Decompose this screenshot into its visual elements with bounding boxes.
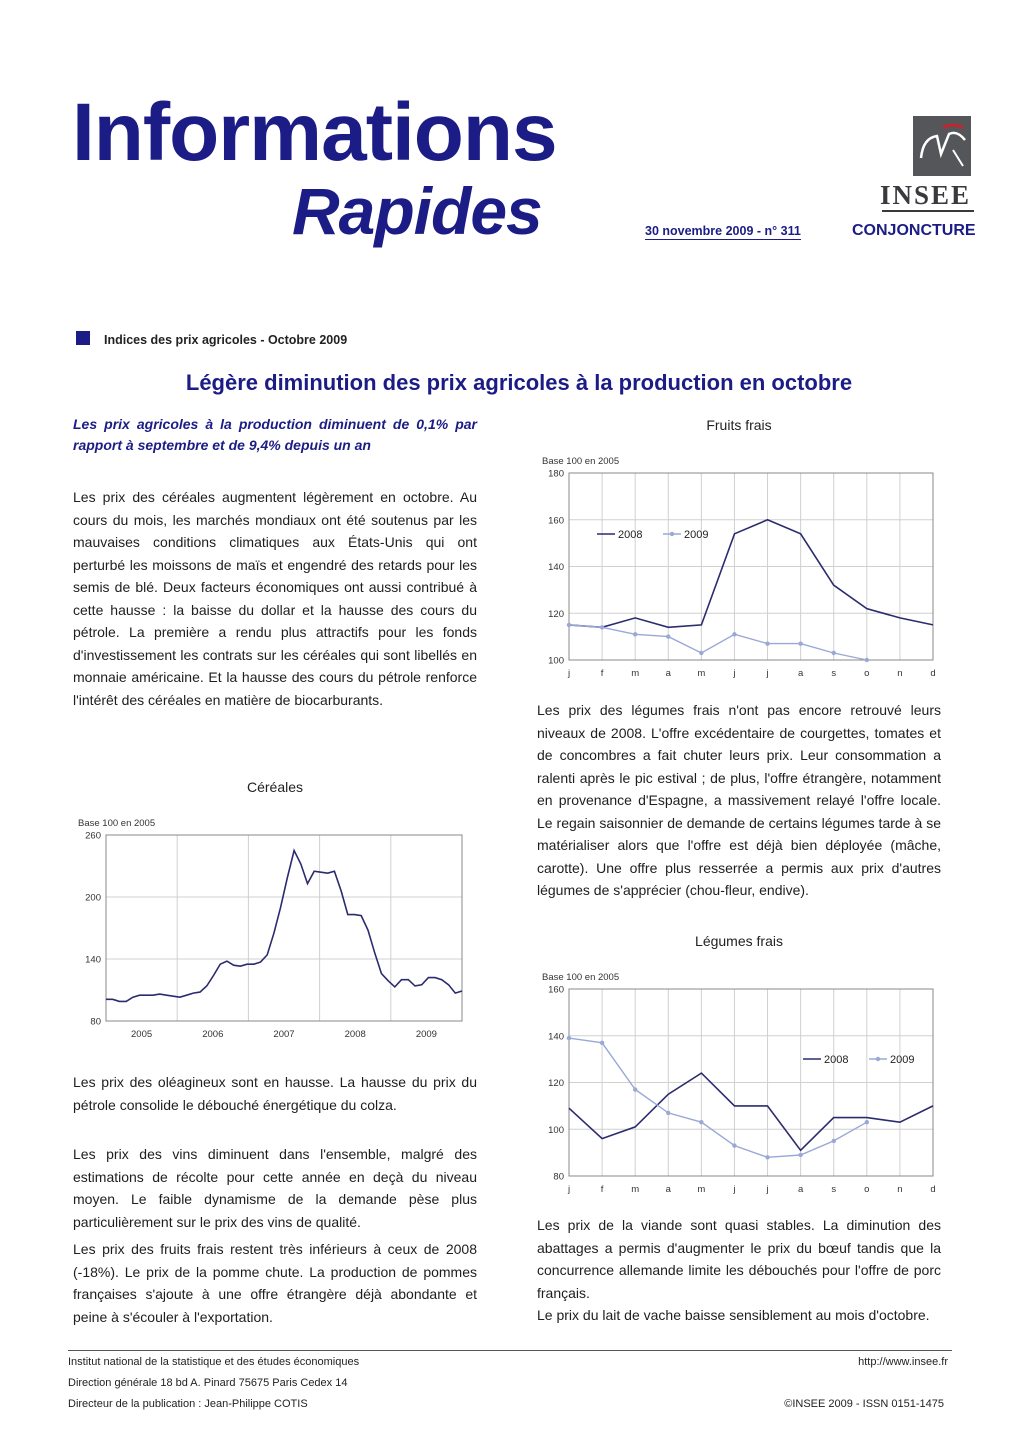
data-point-2009: [765, 641, 769, 645]
headline: Légère diminution des prix agricoles à la production en octobre: [185, 370, 853, 395]
legend-marker: [670, 532, 674, 536]
data-point-2009: [666, 1111, 670, 1115]
series-line-2009: [569, 1038, 867, 1157]
y-tick-label: 80: [90, 1016, 101, 1028]
legend-label: 2009: [890, 1054, 915, 1066]
x-tick-label: d: [930, 668, 936, 679]
subject-line: Indices des prix agricoles - Octobre 2009: [104, 333, 348, 347]
x-tick-label: 2005: [131, 1029, 153, 1040]
data-point-2009: [798, 641, 802, 645]
x-tick-label: j: [733, 668, 736, 679]
paragraph-legumes: Les prix des légumes frais n'ont pas encore retrouvé leurs niveaux de 2008. L'offre excédentaire de courgettes, tomates et de concombres a fait chuter leurs prix. Leur consommation a ralenti après le pic estival ; de plus, l'offre étrangère, notamment en provenance d'Espagne, a massivement relayé l'offre locale. Le regain saisonnier de demande de certains légumes tarde à se matérialiser alors que l'offre est déjà bien déployée (mâche, carotte). Une offre plus resserrée a permis aux prix d'autres légumes de s'apprécier (chou-fleur, endive).: [537, 702, 941, 898]
footer-url-link[interactable]: http://www.insee.fr: [858, 1356, 948, 1368]
y-tick-label: 200: [85, 892, 101, 904]
y-tick-label: 140: [85, 954, 101, 966]
y-tick-label: 80: [553, 1171, 564, 1183]
paragraph-cereales: Les prix des céréales augmentent légèrement en octobre. Au cours du mois, les marchés mondiaux ont été soutenus par les mauvaises conditions climatiques aux États-Unis qui ont perturbé les moissons de maïs et engendré des retards pour les semis de blé. Deux facteurs économiques ont aussi contribué à cette hausse : la baisse du dollar et la hausse des cours du pétrole. La première a rendu plus attractifs pour les fonds d'investissement les contrats sur les céréales qui sont libellés en monnaie américaine. Et la hausse des cours du pétrole renforce l'intérêt des céréales en matière de biocarburants.: [73, 489, 477, 708]
insee-logo-graphic: [913, 116, 971, 176]
data-point-2009: [832, 1139, 836, 1143]
x-tick-label: a: [665, 668, 671, 679]
x-tick-label: f: [600, 1184, 604, 1195]
y-tick-label: 160: [548, 984, 564, 996]
data-point-2009: [699, 651, 703, 655]
y-tick-label: 140: [548, 562, 564, 573]
x-tick-label: j: [766, 1184, 769, 1195]
plot-frame: [106, 835, 462, 1021]
data-point-2009: [832, 651, 836, 655]
y-tick-label: 140: [548, 1031, 564, 1043]
paragraph-vins: Les prix des vins diminuent dans l'ensemble, malgré des estimations de récolte pour cette année en deçà du niveau moyen. Le faible dynamisme de la demande pèse plus particulièrement sur le prix des vins de qualité.: [73, 1146, 477, 1230]
chart-legend: [803, 1054, 914, 1066]
x-tick-label: m: [631, 668, 640, 679]
data-point-2009: [666, 634, 670, 638]
legend-label: 2009: [684, 529, 709, 541]
data-point-2009: [567, 623, 571, 627]
paragraph-lait: Le prix du lait de vache baisse sensiblement au mois d'octobre.: [537, 1307, 930, 1323]
lead-paragraph: Les prix agricoles à la production diminuent de 0,1% par rapport à septembre et de 9,4% depuis un an: [73, 416, 477, 453]
series-line-2008: [569, 1073, 933, 1150]
y-tick-label: 180: [548, 468, 564, 480]
y-axis-label: Base 100 en 2005: [542, 972, 620, 983]
y-tick-label: 160: [548, 515, 564, 527]
section-label: CONJONCTURE: [852, 222, 976, 239]
chart-cereales: [72, 805, 472, 1045]
y-axis-label: Base 100 en 2005: [78, 818, 156, 829]
x-tick-label: n: [897, 1184, 903, 1195]
y-tick-label: 120: [548, 608, 564, 620]
x-tick-label: d: [930, 1184, 936, 1195]
x-tick-label: m: [697, 1184, 706, 1195]
insee-logo-text: INSEE: [880, 180, 972, 210]
data-point-2009: [600, 1041, 604, 1045]
paragraph-oleagineux: Les prix des oléagineux sont en hausse. La hausse du prix du pétrole consolide le débouché énergétique du colza.: [73, 1074, 477, 1113]
x-tick-label: j: [567, 668, 571, 679]
x-tick-label: j: [733, 1184, 736, 1195]
y-tick-label: 100: [548, 1124, 564, 1136]
title-rapides: Rapides: [292, 174, 542, 248]
data-point-2009: [865, 1120, 869, 1124]
x-tick-label: s: [831, 668, 837, 679]
footer-director: Directeur de la publication : Jean-Philippe COTIS: [68, 1398, 308, 1410]
insee-logo-icon: [913, 116, 971, 176]
y-tick-label: 260: [85, 830, 101, 842]
paragraph-viande: Les prix de la viande sont quasi stables. La diminution des abattages a permis d'augmenter le prix du bœuf tandis que la concurrence allemande limite les débouchés pour l'offre de porc français.: [537, 1217, 941, 1301]
series-line-2009: [569, 625, 867, 660]
series-line-main: [106, 851, 462, 1002]
footer-address: Direction générale 18 bd A. Pinard 75675 Paris Cedex 14: [68, 1377, 348, 1389]
data-point-2009: [567, 1036, 571, 1040]
x-tick-label: n: [897, 668, 903, 679]
data-point-2009: [699, 1120, 703, 1124]
x-tick-label: 2006: [202, 1029, 224, 1040]
chart-fruits: [536, 445, 946, 685]
legend-label: 2008: [618, 529, 643, 541]
x-tick-label: o: [864, 1184, 870, 1195]
data-point-2009: [765, 1155, 769, 1159]
subject-bullet-icon: [76, 331, 90, 345]
chart-legend: [597, 529, 708, 541]
x-tick-label: a: [665, 1184, 671, 1195]
y-tick-label: 100: [548, 655, 564, 667]
legend-label: 2008: [824, 1054, 849, 1066]
data-point-2009: [633, 1087, 637, 1091]
x-tick-label: o: [864, 668, 870, 679]
x-tick-label: j: [567, 1184, 571, 1195]
legend-marker: [876, 1057, 880, 1061]
data-point-2009: [865, 658, 869, 662]
chart-title-fruits: Fruits frais: [706, 417, 772, 433]
data-point-2009: [633, 632, 637, 636]
x-tick-label: a: [797, 668, 804, 679]
y-axis-label: Base 100 en 2005: [542, 456, 620, 467]
insee-logo-underline: [882, 210, 974, 212]
issue-date-number: 30 novembre 2009 - n° 311: [645, 224, 801, 238]
footer-rule: [68, 1350, 952, 1351]
y-tick-label: 120: [548, 1078, 564, 1089]
paragraph-fruits: Les prix des fruits frais restent très inférieurs à ceux de 2008 (-18%). Le prix de la pomme chute. La production de pommes françaises s'ajoute à une offre étrangère déjà abondante et peine à s'écouler à l'exportation.: [73, 1241, 477, 1325]
title-informations: Informations: [72, 87, 557, 178]
x-tick-label: 2007: [273, 1029, 295, 1040]
x-tick-label: 2009: [415, 1029, 437, 1040]
data-point-2009: [798, 1153, 802, 1157]
data-point-2009: [732, 1143, 736, 1147]
chart-title-legumes: Légumes frais: [695, 933, 783, 949]
chart-legumes: [536, 960, 946, 1200]
x-tick-label: f: [600, 668, 604, 679]
x-tick-label: m: [697, 668, 706, 679]
data-point-2009: [732, 632, 736, 636]
x-tick-label: 2008: [344, 1029, 366, 1040]
footer-copyright: ©INSEE 2009 - ISSN 0151-1475: [784, 1398, 944, 1410]
chart-title-cereales: Céréales: [246, 779, 304, 795]
footer-institute: Institut national de la statistique et des études économiques: [68, 1356, 360, 1368]
x-tick-label: j: [766, 668, 769, 679]
x-tick-label: m: [631, 1184, 640, 1195]
x-tick-label: s: [831, 1184, 837, 1195]
x-tick-label: a: [797, 1184, 804, 1195]
data-point-2009: [600, 625, 604, 629]
